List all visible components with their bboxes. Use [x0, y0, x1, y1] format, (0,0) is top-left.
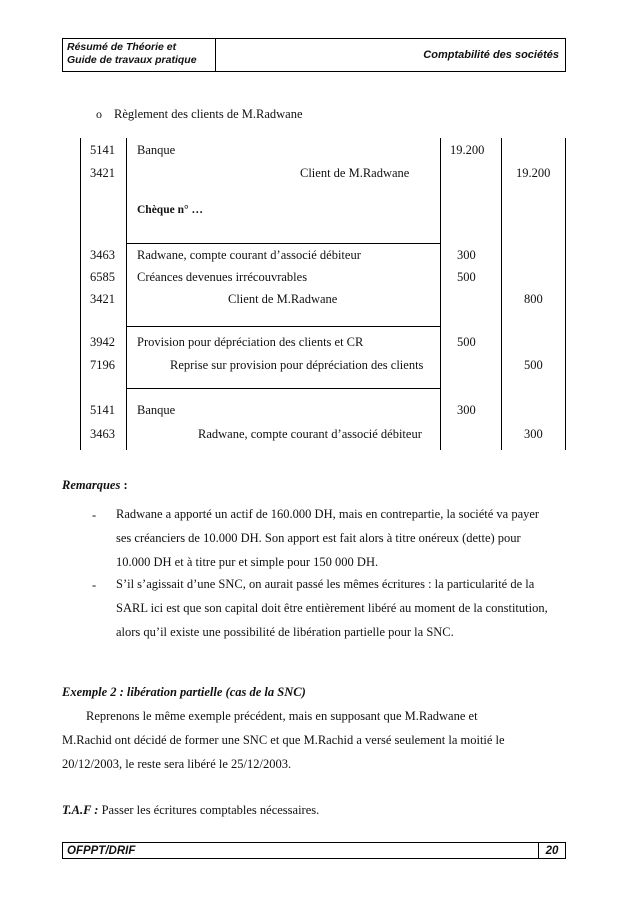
page-number: 20	[538, 843, 565, 858]
entry-label: Banque	[137, 143, 176, 157]
entry-label: Créances devenues irrécouvrables	[137, 270, 308, 284]
taf-line	[62, 800, 319, 821]
debit-amount: 500	[457, 335, 476, 349]
remarks-title: Remarques	[62, 478, 121, 492]
example-line: 20/12/2003, le reste sera libéré le 25/12/2003.	[62, 757, 292, 771]
remark-line: S’il s’agissait d’une SNC, on aurait passé les mêmes écritures : la particularité de la	[116, 577, 535, 591]
account-number: 3463	[90, 248, 115, 262]
example-line: Reprenons le même exemple précédent, mais en supposant que M.Radwane et	[86, 709, 478, 723]
account-number: 7196	[90, 358, 115, 372]
entry-separator-3	[126, 388, 440, 389]
journal-border-debit	[501, 138, 502, 450]
remarks-colon: :	[120, 478, 128, 492]
credit-amount: 800	[524, 292, 543, 306]
example-line: M.Rachid ont décidé de former une SNC et que M.Rachid a versé seulement la moitié le	[62, 733, 505, 747]
bullet-circle-icon: o	[96, 107, 102, 121]
credit-amount: 300	[524, 427, 543, 441]
remark-line: Radwane a apporté un actif de 160.000 DH, mais en contrepartie, la société va payer	[116, 507, 540, 521]
remark-dash: -	[92, 578, 97, 592]
remark-item-1	[116, 504, 566, 573]
remark-item-2	[116, 574, 566, 643]
debit-amount: 300	[457, 248, 476, 262]
entry-label: Provision pour dépréciation des clients et CR	[137, 335, 364, 349]
page-header	[62, 38, 566, 72]
entry-label: Client de M.Radwane	[300, 166, 410, 180]
entry-label: Radwane, compte courant d’associé débiteur	[137, 248, 361, 262]
example-body	[62, 706, 566, 775]
account-number: 5141	[90, 403, 115, 417]
remark-dash: -	[92, 508, 97, 522]
journal-border-left	[80, 138, 81, 450]
debit-amount: 19.200	[450, 143, 485, 157]
header-left-box	[63, 39, 216, 71]
remark-line: SARL ici est que son capital doit être entièrement libéré au moment de la constitution,	[116, 601, 548, 615]
entry-separator-2	[126, 326, 440, 327]
debit-amount: 300	[457, 403, 476, 417]
section-heading	[96, 107, 303, 122]
entry-label: Client de M.Radwane	[228, 292, 338, 306]
remark-line: alors qu’il existe une possibilité de libération partielle pour la SNC.	[116, 625, 454, 639]
entry-separator-1	[126, 243, 440, 244]
section-title: Règlement des clients de M.Radwane	[114, 107, 303, 121]
entry-note: Chèque n° …	[137, 204, 203, 216]
header-left-line2: Guide de travaux pratique	[67, 54, 197, 66]
account-number: 6585	[90, 270, 115, 284]
credit-amount: 500	[524, 358, 543, 372]
credit-amount: 19.200	[516, 166, 551, 180]
remark-line: ses créanciers de 10.000 DH. Son apport est fait alors à titre onéreux (dette) pour	[116, 531, 521, 545]
example-title: Exemple 2 : libération partielle (cas de la SNC)	[62, 685, 306, 699]
header-right-title: Comptabilité des sociétés	[423, 49, 559, 61]
entry-label: Radwane, compte courant d’associé débiteur	[198, 427, 422, 441]
page-footer	[62, 842, 566, 859]
taf-text: Passer les écritures comptables nécessaires.	[98, 803, 320, 817]
account-number: 3421	[90, 292, 115, 306]
account-number: 3421	[90, 166, 115, 180]
taf-label: T.A.F :	[62, 803, 99, 817]
entry-label: Banque	[137, 403, 176, 417]
journal-table	[80, 138, 566, 450]
debit-amount: 500	[457, 270, 476, 284]
journal-border-right	[565, 138, 566, 450]
journal-border-account	[126, 138, 127, 450]
footer-organization: OFPPT/DRIF	[67, 844, 136, 857]
header-left-line1: Résumé de Théorie et	[67, 41, 177, 53]
remarks-heading	[62, 475, 128, 496]
entry-label: Reprise sur provision pour dépréciation des clients	[170, 358, 424, 372]
account-number: 3463	[90, 427, 115, 441]
account-number: 3942	[90, 335, 115, 349]
account-number: 5141	[90, 143, 115, 157]
journal-border-label	[440, 138, 441, 450]
remark-line: 10.000 DH et à titre pur et simple pour 150 000 DH.	[116, 555, 379, 569]
